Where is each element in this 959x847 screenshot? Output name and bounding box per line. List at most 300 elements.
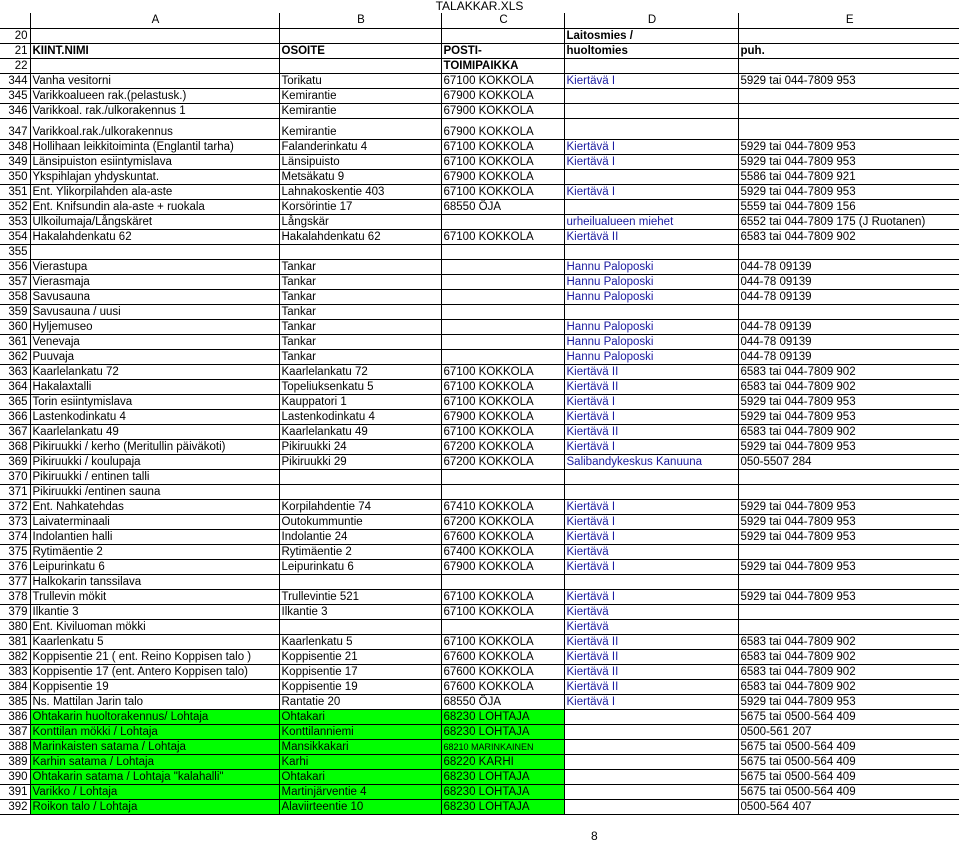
- cell-osoite[interactable]: Kaarlenkatu 5: [279, 634, 441, 649]
- cell-posti[interactable]: 67100 KOKKOLA: [441, 73, 564, 88]
- cell-kiint-nimi[interactable]: Pikiruukki /entinen sauna: [30, 484, 279, 499]
- cell-osoite[interactable]: Kaarlelankatu 49: [279, 424, 441, 439]
- cell-kiint-nimi[interactable]: Roikon talo / Lohtaja: [30, 799, 279, 814]
- cell-huoltomies[interactable]: [564, 574, 738, 589]
- cell-osoite[interactable]: Tankar: [279, 259, 441, 274]
- cell-kiint-nimi[interactable]: Ykspihlajan yhdyskuntat.: [30, 169, 279, 184]
- cell-kiint-nimi[interactable]: Ulkoilumaja/Långskäret: [30, 214, 279, 229]
- header-cell[interactable]: [564, 58, 738, 73]
- cell-kiint-nimi[interactable]: Varikko / Lohtaja: [30, 784, 279, 799]
- cell-puh[interactable]: 5675 tai 0500-564 409: [738, 739, 959, 754]
- cell-posti[interactable]: 68230 LOHTAJA: [441, 769, 564, 784]
- cell-puh[interactable]: [738, 484, 959, 499]
- cell-posti[interactable]: 68230 LOHTAJA: [441, 784, 564, 799]
- cell-puh[interactable]: [738, 544, 959, 559]
- cell-puh[interactable]: 5586 tai 044-7809 921: [738, 169, 959, 184]
- cell-osoite[interactable]: Långskär: [279, 214, 441, 229]
- cell-puh[interactable]: 5929 tai 044-7809 953: [738, 439, 959, 454]
- cell-puh[interactable]: 5929 tai 044-7809 953: [738, 409, 959, 424]
- column-letter[interactable]: E: [738, 13, 959, 28]
- cell-puh[interactable]: 044-78 09139: [738, 349, 959, 364]
- cell-kiint-nimi[interactable]: Ent. Kiviluoman mökki: [30, 619, 279, 634]
- cell-huoltomies[interactable]: [564, 244, 738, 259]
- cell-posti[interactable]: 67900 KOKKOLA: [441, 409, 564, 424]
- cell-osoite[interactable]: [279, 244, 441, 259]
- cell-puh[interactable]: 5675 tai 0500-564 409: [738, 754, 959, 769]
- cell-osoite[interactable]: Koppisentie 21: [279, 649, 441, 664]
- cell-kiint-nimi[interactable]: Torin esiintymislava: [30, 394, 279, 409]
- cell-huoltomies[interactable]: Kiertävä I: [564, 559, 738, 574]
- row-number: 392: [0, 799, 30, 814]
- row-number: 346: [0, 103, 30, 118]
- cell-kiint-nimi[interactable]: Ohtakarin satama / Lohtaja "kalahalli": [30, 769, 279, 784]
- cell-puh[interactable]: 0500-564 407: [738, 799, 959, 814]
- cell-posti[interactable]: 68550 ÖJA: [441, 694, 564, 709]
- cell-kiint-nimi[interactable]: Ns. Mattilan Jarin talo: [30, 694, 279, 709]
- cell-puh[interactable]: 0500-561 207: [738, 724, 959, 739]
- cell-huoltomies[interactable]: [564, 709, 738, 724]
- cell-posti[interactable]: 67100 KOKKOLA: [441, 184, 564, 199]
- cell-posti[interactable]: 67100 KOKKOLA: [441, 634, 564, 649]
- cell-osoite[interactable]: Outokummuntie: [279, 514, 441, 529]
- cell-kiint-nimi[interactable]: Karhin satama / Lohtaja: [30, 754, 279, 769]
- cell-kiint-nimi[interactable]: Pikiruukki / koulupaja: [30, 454, 279, 469]
- row-number: 352: [0, 199, 30, 214]
- cell-puh[interactable]: 5929 tai 044-7809 953: [738, 529, 959, 544]
- table-row: [0, 754, 959, 769]
- header-cell[interactable]: [738, 28, 959, 43]
- cell-puh[interactable]: 5929 tai 044-7809 953: [738, 499, 959, 514]
- cell-osoite[interactable]: Korsörintie 17: [279, 199, 441, 214]
- cell-posti[interactable]: 67100 KOKKOLA: [441, 139, 564, 154]
- cell-osoite[interactable]: Konttilanniemi: [279, 724, 441, 739]
- cell-kiint-nimi[interactable]: Halkokarin tanssilava: [30, 574, 279, 589]
- cell-osoite[interactable]: Tankar: [279, 289, 441, 304]
- cell-kiint-nimi[interactable]: Kaarlelankatu 72: [30, 364, 279, 379]
- cell-huoltomies[interactable]: [564, 484, 738, 499]
- cell-kiint-nimi[interactable]: Trullevin mökit: [30, 589, 279, 604]
- cell-huoltomies[interactable]: Kiertävä I: [564, 409, 738, 424]
- cell-huoltomies[interactable]: [564, 754, 738, 769]
- cell-osoite[interactable]: Länsipuisto: [279, 154, 441, 169]
- column-letter[interactable]: C: [441, 13, 564, 28]
- cell-kiint-nimi[interactable]: Varikkoal.rak./ulkorakennus: [30, 118, 279, 139]
- cell-osoite[interactable]: Metsäkatu 9: [279, 169, 441, 184]
- cell-kiint-nimi[interactable]: Hollihaan leikkitoiminta (Englantil tarha): [30, 139, 279, 154]
- header-cell[interactable]: POSTI-: [441, 43, 564, 58]
- cell-puh[interactable]: 5559 tai 044-7809 156: [738, 199, 959, 214]
- cell-huoltomies[interactable]: [564, 118, 738, 139]
- cell-huoltomies[interactable]: [564, 103, 738, 118]
- cell-osoite[interactable]: Lastenkodinkatu 4: [279, 409, 441, 424]
- header-cell[interactable]: [30, 58, 279, 73]
- cell-kiint-nimi[interactable]: Koppisentie 19: [30, 679, 279, 694]
- cell-osoite[interactable]: Pikiruukki 24: [279, 439, 441, 454]
- cell-huoltomies[interactable]: Kiertävä I: [564, 154, 738, 169]
- cell-posti[interactable]: 67200 KOKKOLA: [441, 514, 564, 529]
- table-row: [0, 319, 959, 334]
- cell-huoltomies[interactable]: Salibandykeskus Kanuuna: [564, 454, 738, 469]
- cell-puh[interactable]: 044-78 09139: [738, 334, 959, 349]
- cell-huoltomies[interactable]: Kiertävä II: [564, 229, 738, 244]
- cell-huoltomies[interactable]: Hannu Paloposki: [564, 349, 738, 364]
- cell-huoltomies[interactable]: Kiertävä I: [564, 73, 738, 88]
- cell-huoltomies[interactable]: [564, 739, 738, 754]
- header-cell[interactable]: [279, 28, 441, 43]
- cell-osoite[interactable]: Alaviirteentie 10: [279, 799, 441, 814]
- row-number: 385: [0, 694, 30, 709]
- header-cell[interactable]: [30, 28, 279, 43]
- cell-kiint-nimi[interactable]: Vierasmaja: [30, 274, 279, 289]
- cell-posti[interactable]: [441, 304, 564, 319]
- cell-posti[interactable]: 67900 KOKKOLA: [441, 169, 564, 184]
- cell-kiint-nimi[interactable]: Puuvaja: [30, 349, 279, 364]
- cell-kiint-nimi[interactable]: Hyljemuseo: [30, 319, 279, 334]
- row-number: 381: [0, 634, 30, 649]
- cell-huoltomies[interactable]: Hannu Paloposki: [564, 334, 738, 349]
- cell-osoite[interactable]: Rantatie 20: [279, 694, 441, 709]
- cell-posti[interactable]: [441, 319, 564, 334]
- cell-posti[interactable]: 67410 KOKKOLA: [441, 499, 564, 514]
- cell-puh[interactable]: [738, 103, 959, 118]
- cell-osoite[interactable]: Tankar: [279, 334, 441, 349]
- cell-puh[interactable]: 5929 tai 044-7809 953: [738, 394, 959, 409]
- cell-huoltomies[interactable]: urheilualueen miehet: [564, 214, 738, 229]
- cell-huoltomies[interactable]: [564, 304, 738, 319]
- cell-posti[interactable]: 68230 LOHTAJA: [441, 709, 564, 724]
- cell-huoltomies[interactable]: Kiertävä I: [564, 439, 738, 454]
- table-row: [0, 634, 959, 649]
- cell-osoite[interactable]: Kaarlelankatu 72: [279, 364, 441, 379]
- cell-kiint-nimi[interactable]: Venevaja: [30, 334, 279, 349]
- cell-osoite[interactable]: Tankar: [279, 349, 441, 364]
- cell-puh[interactable]: 5929 tai 044-7809 953: [738, 139, 959, 154]
- table-row: [0, 619, 959, 634]
- cell-posti[interactable]: 67100 KOKKOLA: [441, 379, 564, 394]
- cell-kiint-nimi[interactable]: Marinkaisten satama / Lohtaja: [30, 739, 279, 754]
- cell-kiint-nimi[interactable]: Rytimäentie 2: [30, 544, 279, 559]
- cell-puh[interactable]: [738, 469, 959, 484]
- cell-posti[interactable]: [441, 244, 564, 259]
- row-number: 20: [0, 28, 30, 43]
- header-cell[interactable]: [738, 58, 959, 73]
- cell-puh[interactable]: 5929 tai 044-7809 953: [738, 694, 959, 709]
- table-row: [0, 334, 959, 349]
- cell-huoltomies[interactable]: Kiertävä I: [564, 139, 738, 154]
- cell-kiint-nimi[interactable]: Ent. Knifsundin ala-aste + ruokala: [30, 199, 279, 214]
- table-row: [0, 649, 959, 664]
- cell-puh[interactable]: 5675 tai 0500-564 409: [738, 709, 959, 724]
- cell-osoite[interactable]: Kemirantie: [279, 103, 441, 118]
- table-row: [0, 514, 959, 529]
- cell-huoltomies[interactable]: Hannu Paloposki: [564, 289, 738, 304]
- cell-posti[interactable]: 67200 KOKKOLA: [441, 454, 564, 469]
- cell-puh[interactable]: 044-78 09139: [738, 259, 959, 274]
- cell-osoite[interactable]: Rytimäentie 2: [279, 544, 441, 559]
- cell-puh[interactable]: 6583 tai 044-7809 902: [738, 649, 959, 664]
- cell-huoltomies[interactable]: Kiertävä: [564, 604, 738, 619]
- cell-huoltomies[interactable]: Kiertävä I: [564, 499, 738, 514]
- cell-posti[interactable]: [441, 484, 564, 499]
- table-row: [0, 424, 959, 439]
- cell-kiint-nimi[interactable]: Pikiruukki / entinen talli: [30, 469, 279, 484]
- cell-osoite[interactable]: Kemirantie: [279, 118, 441, 139]
- cell-kiint-nimi[interactable]: [30, 244, 279, 259]
- cell-huoltomies[interactable]: Kiertävä I: [564, 184, 738, 199]
- row-number: 366: [0, 409, 30, 424]
- cell-osoite[interactable]: [279, 574, 441, 589]
- cell-kiint-nimi[interactable]: Indolantien halli: [30, 529, 279, 544]
- cell-puh[interactable]: 6583 tai 044-7809 902: [738, 664, 959, 679]
- cell-posti[interactable]: [441, 334, 564, 349]
- cell-osoite[interactable]: Tankar: [279, 274, 441, 289]
- cell-huoltomies[interactable]: Kiertävä II: [564, 379, 738, 394]
- cell-huoltomies[interactable]: [564, 769, 738, 784]
- cell-posti[interactable]: 67100 KOKKOLA: [441, 604, 564, 619]
- cell-kiint-nimi[interactable]: Vanha vesitorni: [30, 73, 279, 88]
- cell-kiint-nimi[interactable]: Ilkantie 3: [30, 604, 279, 619]
- cell-huoltomies[interactable]: [564, 169, 738, 184]
- cell-huoltomies[interactable]: Kiertävä II: [564, 664, 738, 679]
- cell-huoltomies[interactable]: Kiertävä II: [564, 424, 738, 439]
- cell-puh[interactable]: 044-78 09139: [738, 289, 959, 304]
- cell-kiint-nimi[interactable]: Ohtakarin huoltorakennus/ Lohtaja: [30, 709, 279, 724]
- cell-huoltomies[interactable]: [564, 469, 738, 484]
- table-row: [0, 559, 959, 574]
- cell-puh[interactable]: [738, 304, 959, 319]
- cell-puh[interactable]: 044-78 09139: [738, 319, 959, 334]
- cell-huoltomies[interactable]: Kiertävä: [564, 544, 738, 559]
- cell-kiint-nimi[interactable]: Varikkoal. rak./ulkorakennus 1: [30, 103, 279, 118]
- cell-osoite[interactable]: Leipurinkatu 6: [279, 559, 441, 574]
- cell-puh[interactable]: [738, 619, 959, 634]
- cell-huoltomies[interactable]: Kiertävä: [564, 619, 738, 634]
- column-letter[interactable]: B: [279, 13, 441, 28]
- cell-kiint-nimi[interactable]: Savusauna / uusi: [30, 304, 279, 319]
- cell-osoite[interactable]: Pikiruukki 29: [279, 454, 441, 469]
- cell-osoite[interactable]: [279, 484, 441, 499]
- cell-osoite[interactable]: Kemirantie: [279, 88, 441, 103]
- cell-kiint-nimi[interactable]: Länsipuiston esiintymislava: [30, 154, 279, 169]
- cell-posti[interactable]: 67100 KOKKOLA: [441, 424, 564, 439]
- cell-kiint-nimi[interactable]: Kaarlenkatu 5: [30, 634, 279, 649]
- cell-huoltomies[interactable]: Kiertävä I: [564, 514, 738, 529]
- cell-osoite[interactable]: Koppisentie 17: [279, 664, 441, 679]
- cell-kiint-nimi[interactable]: Pikiruukki / kerho (Meritullin päiväkoti): [30, 439, 279, 454]
- cell-posti[interactable]: [441, 574, 564, 589]
- cell-posti[interactable]: 67100 KOKKOLA: [441, 589, 564, 604]
- cell-osoite[interactable]: Lahnakoskentie 403: [279, 184, 441, 199]
- cell-kiint-nimi[interactable]: Hakalahdenkatu 62: [30, 229, 279, 244]
- cell-kiint-nimi[interactable]: Leipurinkatu 6: [30, 559, 279, 574]
- table-row: [0, 199, 959, 214]
- cell-osoite[interactable]: Ilkantie 3: [279, 604, 441, 619]
- row-number: 377: [0, 574, 30, 589]
- cell-puh[interactable]: [738, 118, 959, 139]
- header-row: [0, 58, 959, 73]
- cell-osoite[interactable]: Martinjärventie 4: [279, 784, 441, 799]
- cell-puh[interactable]: 6583 tai 044-7809 902: [738, 679, 959, 694]
- cell-posti[interactable]: [441, 619, 564, 634]
- column-letter[interactable]: A: [30, 13, 279, 28]
- cell-puh[interactable]: [738, 604, 959, 619]
- cell-puh[interactable]: [738, 574, 959, 589]
- cell-osoite[interactable]: [279, 469, 441, 484]
- cell-osoite[interactable]: Korpilahdentie 74: [279, 499, 441, 514]
- header-cell[interactable]: huoltomies: [564, 43, 738, 58]
- header-cell[interactable]: Laitosmies /: [564, 28, 738, 43]
- cell-posti[interactable]: [441, 289, 564, 304]
- cell-posti[interactable]: 67600 KOKKOLA: [441, 664, 564, 679]
- cell-osoite[interactable]: Ohtakari: [279, 709, 441, 724]
- header-cell[interactable]: TOIMIPAIKKA: [441, 58, 564, 73]
- sheet-title: TALAKKAR.XLS: [435, 0, 524, 13]
- cell-osoite[interactable]: Indolantie 24: [279, 529, 441, 544]
- cell-osoite[interactable]: Falanderinkatu 4: [279, 139, 441, 154]
- cell-puh[interactable]: 6583 tai 044-7809 902: [738, 634, 959, 649]
- row-number: 375: [0, 544, 30, 559]
- cell-posti[interactable]: 67600 KOKKOLA: [441, 679, 564, 694]
- cell-osoite[interactable]: Topeliuksenkatu 5: [279, 379, 441, 394]
- table-row: [0, 169, 959, 184]
- cell-osoite[interactable]: Kauppatori 1: [279, 394, 441, 409]
- cell-posti[interactable]: 67100 KOKKOLA: [441, 154, 564, 169]
- cell-kiint-nimi[interactable]: Koppisentie 21 ( ent. Reino Koppisen talo ): [30, 649, 279, 664]
- cell-posti[interactable]: 68230 LOHTAJA: [441, 724, 564, 739]
- cell-posti[interactable]: 67400 KOKKOLA: [441, 544, 564, 559]
- cell-osoite[interactable]: Tankar: [279, 304, 441, 319]
- cell-posti[interactable]: 68230 LOHTAJA: [441, 799, 564, 814]
- cell-huoltomies[interactable]: Kiertävä II: [564, 364, 738, 379]
- header-cell[interactable]: OSOITE: [279, 43, 441, 58]
- cell-posti[interactable]: 68220 KARHI: [441, 754, 564, 769]
- cell-puh[interactable]: 5929 tai 044-7809 953: [738, 559, 959, 574]
- cell-puh[interactable]: 6583 tai 044-7809 902: [738, 424, 959, 439]
- cell-huoltomies[interactable]: Kiertävä II: [564, 634, 738, 649]
- cell-posti[interactable]: [441, 214, 564, 229]
- cell-huoltomies[interactable]: [564, 799, 738, 814]
- cell-osoite[interactable]: Koppisentie 19: [279, 679, 441, 694]
- cell-puh[interactable]: [738, 244, 959, 259]
- cell-posti[interactable]: 67900 KOKKOLA: [441, 118, 564, 139]
- cell-huoltomies[interactable]: Hannu Paloposki: [564, 319, 738, 334]
- cell-huoltomies[interactable]: Kiertävä II: [564, 679, 738, 694]
- table-row: [0, 349, 959, 364]
- cell-huoltomies[interactable]: [564, 724, 738, 739]
- cell-puh[interactable]: 6583 tai 044-7809 902: [738, 229, 959, 244]
- cell-kiint-nimi[interactable]: Varikkoalueen rak.(pelastusk.): [30, 88, 279, 103]
- cell-posti[interactable]: 67200 KOKKOLA: [441, 439, 564, 454]
- row-number: 344: [0, 73, 30, 88]
- cell-posti[interactable]: 67900 KOKKOLA: [441, 103, 564, 118]
- cell-posti[interactable]: [441, 259, 564, 274]
- header-cell[interactable]: puh.: [738, 43, 959, 58]
- cell-kiint-nimi[interactable]: Lastenkodinkatu 4: [30, 409, 279, 424]
- cell-posti[interactable]: [441, 349, 564, 364]
- cell-posti[interactable]: [441, 274, 564, 289]
- cell-puh[interactable]: 5929 tai 044-7809 953: [738, 154, 959, 169]
- cell-huoltomies[interactable]: Kiertävä I: [564, 589, 738, 604]
- cell-osoite[interactable]: Hakalahdenkatu 62: [279, 229, 441, 244]
- cell-huoltomies[interactable]: [564, 784, 738, 799]
- table-row: [0, 364, 959, 379]
- row-number: 384: [0, 679, 30, 694]
- cell-kiint-nimi[interactable]: Laivaterminaali: [30, 514, 279, 529]
- cell-kiint-nimi[interactable]: Hakalaxtalli: [30, 379, 279, 394]
- cell-posti[interactable]: 67900 KOKKOLA: [441, 559, 564, 574]
- column-letter[interactable]: D: [564, 13, 738, 28]
- cell-puh[interactable]: 5675 tai 0500-564 409: [738, 769, 959, 784]
- cell-posti[interactable]: 67900 KOKKOLA: [441, 88, 564, 103]
- header-cell[interactable]: [441, 28, 564, 43]
- cell-puh[interactable]: 5929 tai 044-7809 953: [738, 184, 959, 199]
- row-number: 361: [0, 334, 30, 349]
- cell-puh[interactable]: 5675 tai 0500-564 409: [738, 784, 959, 799]
- cell-kiint-nimi[interactable]: Kaarlelankatu 49: [30, 424, 279, 439]
- cell-puh[interactable]: 050-5507 284: [738, 454, 959, 469]
- header-cell[interactable]: KIINT.NIMI: [30, 43, 279, 58]
- cell-osoite[interactable]: Karhi: [279, 754, 441, 769]
- cell-puh[interactable]: 5929 tai 044-7809 953: [738, 589, 959, 604]
- cell-huoltomies[interactable]: Kiertävä I: [564, 529, 738, 544]
- cell-posti[interactable]: [441, 469, 564, 484]
- cell-huoltomies[interactable]: [564, 199, 738, 214]
- cell-kiint-nimi[interactable]: Konttilan mökki / Lohtaja: [30, 724, 279, 739]
- row-number: 345: [0, 88, 30, 103]
- cell-posti[interactable]: 67100 KOKKOLA: [441, 229, 564, 244]
- cell-posti[interactable]: 68550 ÖJA: [441, 199, 564, 214]
- table-row: [0, 439, 959, 454]
- cell-puh[interactable]: [738, 88, 959, 103]
- cell-osoite[interactable]: Tankar: [279, 319, 441, 334]
- cell-puh[interactable]: 5929 tai 044-7809 953: [738, 514, 959, 529]
- table-row: [0, 118, 959, 139]
- cell-huoltomies[interactable]: Kiertävä I: [564, 694, 738, 709]
- header-cell[interactable]: [279, 58, 441, 73]
- cell-posti[interactable]: 67100 KOKKOLA: [441, 394, 564, 409]
- cell-puh[interactable]: 044-78 09139: [738, 274, 959, 289]
- table-row: [0, 103, 959, 118]
- cell-posti[interactable]: 67600 KOKKOLA: [441, 529, 564, 544]
- cell-osoite[interactable]: Torikatu: [279, 73, 441, 88]
- cell-huoltomies[interactable]: Hannu Paloposki: [564, 259, 738, 274]
- cell-kiint-nimi[interactable]: Koppisentie 17 (ent. Antero Koppisen talo): [30, 664, 279, 679]
- cell-osoite[interactable]: [279, 619, 441, 634]
- cell-puh[interactable]: 6552 tai 044-7809 175 (J Ruotanen): [738, 214, 959, 229]
- cell-posti[interactable]: 67100 KOKKOLA: [441, 364, 564, 379]
- cell-huoltomies[interactable]: Kiertävä I: [564, 394, 738, 409]
- cell-kiint-nimi[interactable]: Ent. Nahkatehdas: [30, 499, 279, 514]
- cell-osoite[interactable]: Trullevintie 521: [279, 589, 441, 604]
- row-number: 362: [0, 349, 30, 364]
- cell-kiint-nimi[interactable]: Savusauna: [30, 289, 279, 304]
- cell-osoite[interactable]: Ohtakari: [279, 769, 441, 784]
- cell-kiint-nimi[interactable]: Ent. Ylikorpilahden ala-aste: [30, 184, 279, 199]
- cell-puh[interactable]: 6583 tai 044-7809 902: [738, 379, 959, 394]
- cell-puh[interactable]: 6583 tai 044-7809 902: [738, 364, 959, 379]
- row-number: 355: [0, 244, 30, 259]
- row-number: 388: [0, 739, 30, 754]
- cell-huoltomies[interactable]: Kiertävä II: [564, 649, 738, 664]
- cell-posti[interactable]: 67600 KOKKOLA: [441, 649, 564, 664]
- row-number: 390: [0, 769, 30, 784]
- cell-osoite[interactable]: Mansikkakari: [279, 739, 441, 754]
- cell-huoltomies[interactable]: Hannu Paloposki: [564, 274, 738, 289]
- cell-posti[interactable]: 68210 MARINKAINEN: [441, 739, 564, 754]
- cell-kiint-nimi[interactable]: Vierastupa: [30, 259, 279, 274]
- cell-puh[interactable]: 5929 tai 044-7809 953: [738, 73, 959, 88]
- cell-huoltomies[interactable]: [564, 88, 738, 103]
